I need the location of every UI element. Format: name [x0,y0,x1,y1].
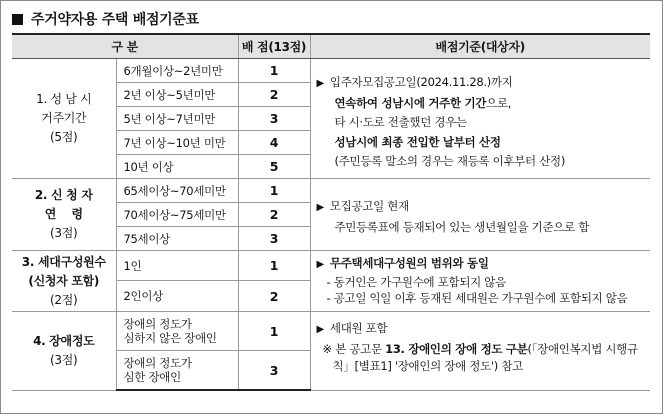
option-points: 5 [238,155,310,179]
category-max-points: (3점) [50,352,78,367]
category-max-points: (2점) [50,292,78,307]
category-name: 3. 세대구성원수 [21,254,106,269]
criteria-note: (「장애인복지법 시행규 [527,342,638,356]
criteria-line: 타 시·도로 전출했던 경우는 [334,115,467,129]
option-points: 3 [238,351,310,391]
category-name-line2: 거주기간 [41,111,87,125]
table-header-row [12,34,650,59]
option-points: 2 [238,83,310,107]
category-applicant-age [12,179,116,251]
criteria-line-bold: 무주택세대구성원의 범위와 동일 [329,256,489,270]
bullet-triangle-icon: ▶ [316,202,324,213]
criteria-note: ※ 본 공고문 [322,342,386,356]
category-name-line2: 연 령 [44,207,83,221]
bullet-triangle-icon: ▶ [316,78,324,89]
option-points: 1 [238,179,310,203]
option-points: 3 [238,107,310,131]
criteria-household-size [310,251,650,312]
black-square-icon [12,14,23,25]
page-title: 주거약자용 주택 배점기준표 [31,12,199,28]
category-max-points: (3점) [50,226,78,240]
option-points: 1 [238,312,310,351]
criteria-line-bold: 성남시에 최종 전입한 날부터 산정 [334,134,501,149]
header-points: 배 점(13점) [238,34,310,59]
table-row [12,59,650,83]
category-name: 2. 신 청 자 [34,188,93,202]
bullet-triangle-icon: ▶ [316,324,324,335]
option-label-line: 장애의 정도가 [123,317,192,331]
table-row [12,312,650,351]
option-label: 65세이상~70세미만 [116,179,238,203]
option-label: 5년 이상~7년미만 [116,107,238,131]
option-label [116,351,238,391]
category-name: 1. 성 남 시 [36,92,92,106]
option-label: 1인 [116,251,238,281]
section-heading [12,9,199,29]
category-max-points: (5점) [50,130,78,144]
criteria-residence-period [310,59,650,179]
option-points: 2 [238,203,310,227]
option-points: 4 [238,131,310,155]
option-points: 1 [238,251,310,281]
header-category: 구 분 [12,34,238,59]
option-label-line: 심하지 않은 장애인 [123,331,217,345]
criteria-line-bold: 연속하여 성남시에 거주한 기간 [334,95,487,110]
criteria-note-bold: 13. 장애인의 장애 정도 구분 [385,342,528,356]
criteria-line: 으로, [486,95,512,110]
criteria-line: 입주자모집공고일(2024.11.28.)까지 [329,75,513,89]
category-household-size [12,251,116,312]
option-points: 2 [238,281,310,312]
criteria-line: - 공고일 익일 이후 등재된 세대원은 가구원수에 포함되지 않음 [326,291,628,305]
criteria-applicant-age [310,179,650,251]
option-label: 10년 이상 [116,155,238,179]
option-label: 6개월이상~2년미만 [116,59,238,83]
criteria-line: 모집공고일 현재 [329,199,409,213]
option-label: 7년 이상~10년 미만 [116,131,238,155]
option-points: 1 [238,59,310,83]
category-name: 4. 장애정도 [33,333,95,348]
category-residence-period [12,59,116,179]
header-criteria: 배점기준(대상자) [310,34,650,59]
criteria-disability-degree [310,312,650,391]
category-disability-degree [12,312,116,391]
table-row [12,251,650,281]
criteria-line: 주민등록표에 등재되어 있는 생년월일을 기준으로 함 [334,219,590,234]
option-label-line: 심한 장애인 [123,370,181,384]
scoring-table [12,33,650,391]
option-label: 2인이상 [116,281,238,312]
criteria-line: (주민등록 말소의 경우는 재등록 이후부터 산정) [334,154,566,168]
criteria-line: - 동거인은 가구원수에 포함되지 않음 [326,274,506,289]
bullet-triangle-icon: ▶ [316,259,324,270]
table-row [12,179,650,203]
option-label-line: 장애의 정도가 [123,356,192,370]
option-label: 75세이상 [116,227,238,251]
option-label: 2년 이상~5년미만 [116,83,238,107]
option-points: 3 [238,227,310,251]
criteria-note: 칙」[별표1] '장애인의 장애 정도') 참고 [332,359,523,373]
category-name-line2: (신청자 포함) [28,273,100,288]
option-label: 70세이상~75세미만 [116,203,238,227]
criteria-line: 세대원 포함 [329,321,388,335]
option-label [116,312,238,351]
